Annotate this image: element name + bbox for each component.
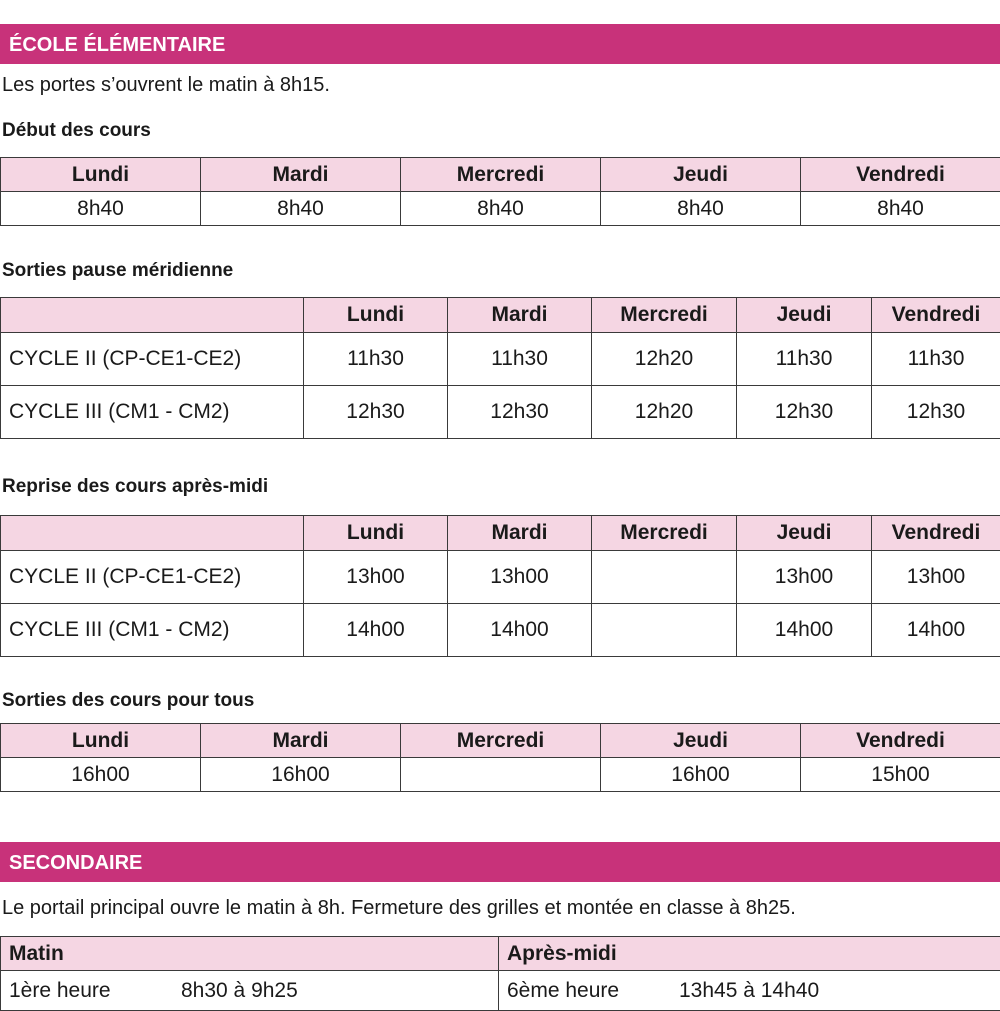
time-cell: 12h30 <box>304 386 448 439</box>
afternoon-header: Après-midi <box>499 937 1000 971</box>
day-header: Mercredi <box>401 724 601 758</box>
secondaire-intro: Le portail principal ouvre le matin à 8h. Fermeture des grilles et montée en classe à 8h25. <box>2 896 796 920</box>
cycle-label: CYCLE II (CP-CE1-CE2) <box>1 551 304 604</box>
cycle-label: CYCLE III (CM1 - CM2) <box>1 604 304 657</box>
day-header: Lundi <box>1 724 201 758</box>
time-cell: 11h30 <box>304 333 448 386</box>
elementaire-intro: Les portes s’ouvrent le matin à 8h15. <box>2 73 330 97</box>
pause-heading: Sorties pause méridienne <box>2 259 233 283</box>
time-cell: 12h30 <box>872 386 1000 439</box>
time-cell: 12h20 <box>592 386 737 439</box>
time-cell: 11h30 <box>737 333 872 386</box>
day-header: Jeudi <box>737 298 872 333</box>
day-header: Vendredi <box>872 298 1000 333</box>
time-cell: 14h00 <box>448 604 592 657</box>
day-header: Jeudi <box>601 158 801 192</box>
period-time: 13h45 à 14h40 <box>679 979 819 1002</box>
afternoon-period-row <box>499 971 1000 1011</box>
period-time: 8h30 à 9h25 <box>181 979 298 1002</box>
time-cell <box>401 758 601 792</box>
day-header: Mardi <box>448 516 592 551</box>
time-cell: 16h00 <box>201 758 401 792</box>
time-cell: 12h30 <box>737 386 872 439</box>
time-cell: 12h30 <box>448 386 592 439</box>
morning-period-row <box>1 971 499 1011</box>
time-cell: 14h00 <box>737 604 872 657</box>
reprise-table <box>0 515 1000 657</box>
day-header: Mardi <box>201 724 401 758</box>
debut-table <box>0 157 1000 226</box>
time-cell: 16h00 <box>601 758 801 792</box>
morning-header: Matin <box>1 937 499 971</box>
time-cell: 14h00 <box>304 604 448 657</box>
debut-heading: Début des cours <box>2 119 151 143</box>
time-cell <box>592 551 737 604</box>
corner-cell <box>1 298 304 333</box>
time-cell: 16h00 <box>1 758 201 792</box>
time-cell <box>592 604 737 657</box>
sorties-table <box>0 723 1000 792</box>
time-cell: 8h40 <box>601 192 801 226</box>
time-cell: 13h00 <box>304 551 448 604</box>
day-header: Lundi <box>1 158 201 192</box>
day-header: Mardi <box>448 298 592 333</box>
day-header: Vendredi <box>872 516 1000 551</box>
section-banner-elementaire: ÉCOLE ÉLÉMENTAIRE <box>0 24 1000 64</box>
day-header: Vendredi <box>801 724 1000 758</box>
cycle-label: CYCLE II (CP-CE1-CE2) <box>1 333 304 386</box>
day-header: Lundi <box>304 516 448 551</box>
time-cell: 8h40 <box>1 192 201 226</box>
pause-table <box>0 297 1000 439</box>
day-header: Jeudi <box>737 516 872 551</box>
time-cell: 15h00 <box>801 758 1000 792</box>
time-cell: 8h40 <box>401 192 601 226</box>
section-banner-secondaire: SECONDAIRE <box>0 842 1000 882</box>
cycle-label: CYCLE III (CM1 - CM2) <box>1 386 304 439</box>
corner-cell <box>1 516 304 551</box>
day-header: Mercredi <box>592 516 737 551</box>
time-cell: 8h40 <box>801 192 1000 226</box>
time-cell: 13h00 <box>737 551 872 604</box>
time-cell: 11h30 <box>872 333 1000 386</box>
day-header: Lundi <box>304 298 448 333</box>
period-label: 6ème heure <box>507 979 679 1003</box>
time-cell: 13h00 <box>872 551 1000 604</box>
time-cell: 12h20 <box>592 333 737 386</box>
time-cell: 8h40 <box>201 192 401 226</box>
time-cell: 13h00 <box>448 551 592 604</box>
reprise-heading: Reprise des cours après-midi <box>2 475 268 499</box>
time-cell: 11h30 <box>448 333 592 386</box>
day-header: Jeudi <box>601 724 801 758</box>
sorties-heading: Sorties des cours pour tous <box>2 689 254 713</box>
day-header: Vendredi <box>801 158 1000 192</box>
day-header: Mardi <box>201 158 401 192</box>
period-label: 1ère heure <box>9 979 181 1003</box>
day-header: Mercredi <box>401 158 601 192</box>
day-header: Mercredi <box>592 298 737 333</box>
time-cell: 14h00 <box>872 604 1000 657</box>
